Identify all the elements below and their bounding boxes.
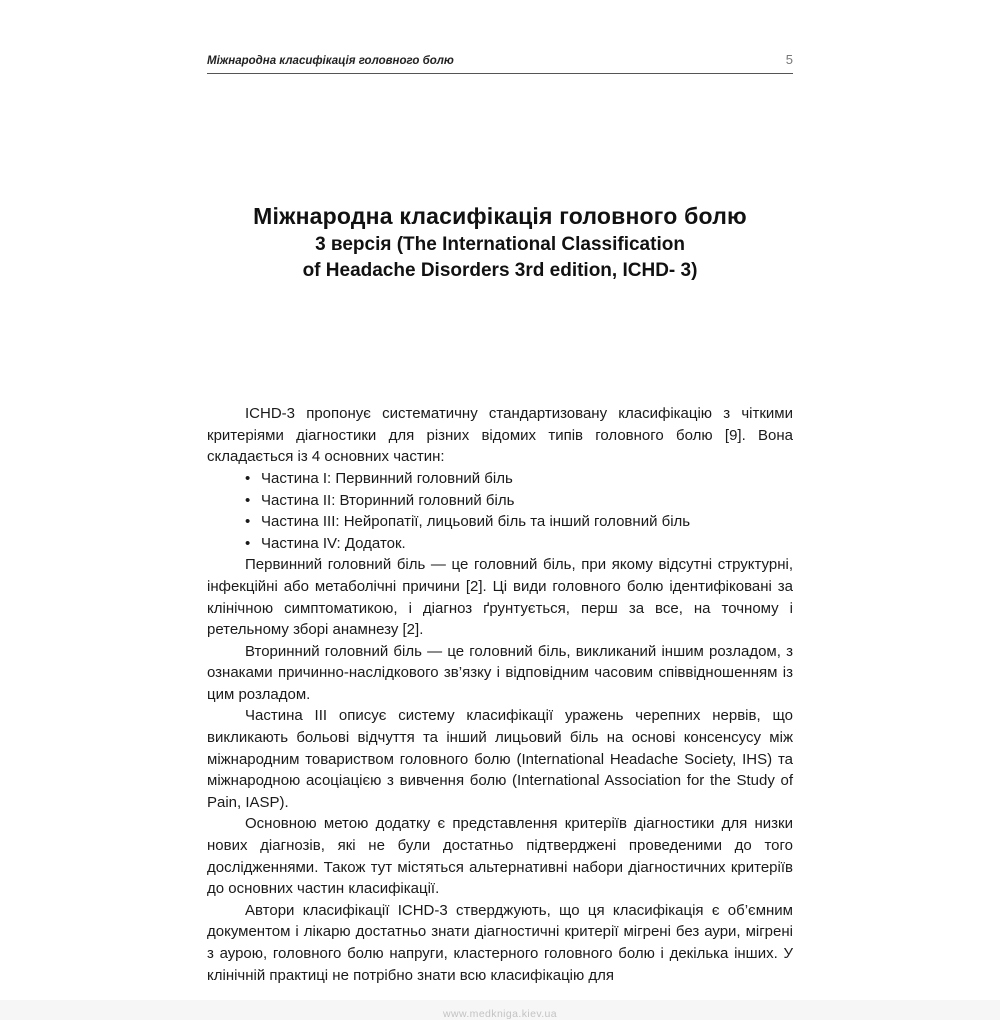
list-item-text: Частина I: Первинний головний біль [261,469,513,487]
paragraph-primary-headache: Первинний головний біль — це головний біль, при якому відсутні структурні, інфекційні або метаболічні причини [2]. Ці види головного болю ідентифіковані за клінічною симптоматикою, і діагноз ґрунтується, перш за все, на точному і ретельному зборі анамнезу [2]. [207,556,793,639]
bullet-icon: • [245,534,251,552]
page-number: 5 [785,52,793,67]
chapter-title-line2: 3 версія (The International Classification [315,233,685,255]
footer-url: www.medkniga.kiev.ua [442,1008,558,1020]
list-item [207,490,793,512]
list-item-text: Частина II: Вторинний головний біль [261,491,515,509]
paragraph-part-three: Частина III описує систему класифікації уражень черепних нервів, що викликають больові відчуття та інший лицьовий біль на основі консенсусу між міжнародним товариством головного болю (International Headache Society, IHS) та міжнародною асоціацією з вивчення болю (International Association for the Study of Pain, IASP). [207,707,793,811]
bullet-icon: • [245,469,251,487]
paragraph-intro: ICHD-3 пропонує систематичну стандартизовану класифікацію з чіткими критеріями діагностики для різних відомих типів головного болю [9]. Вона складається із 4 основних частин: [207,405,793,466]
chapter-title-line1: Міжнародна класифікація головного болю [253,203,747,229]
chapter-title-line3: of Headache Disorders 3rd edition, ICHD- 3) [302,259,698,281]
running-header-title: Міжнародна класифікація головного болю [207,55,454,67]
list-item [207,533,793,555]
running-header [207,0,793,74]
paragraph-appendix: Основною метою додатку є представлення критеріїв діагностики для низки нових діагнозів, які не були достатньо підтверджені проведеними до того дослідженнями. Також тут містяться альтернативні набори діагностичних критеріїв до основних частин класифікації. [207,815,793,898]
list-item [207,511,793,533]
bullet-icon: • [245,491,251,509]
list-item-text: Частина III: Нейропатії, лицьовий біль та інший головний біль [261,513,691,531]
chapter-title [207,202,793,283]
page-content [207,0,793,1020]
bullet-icon: • [245,513,251,531]
body-text [207,403,793,986]
parts-list [207,468,793,554]
list-item [207,468,793,490]
paragraph-secondary-headache: Вторинний головний біль — це головний біль, викликаний іншим розладом, з ознаками причинно-наслідкового зв’язку і відповідним часовим співвідношенням із цим розладом. [207,642,793,703]
list-item-text: Частина IV: Додаток. [261,534,406,552]
paragraph-authors: Автори класифікації ICHD-3 стверджують, що ця класифікація є об’ємним документом і лікарю достатньо знати діагностичні критерії мігрені без аури, мігрені з аурою, головного болю напруги, кластерного головного болю і декілька інших. У клінічній практиці не потрібно знати всю класифікацію для [207,901,793,984]
